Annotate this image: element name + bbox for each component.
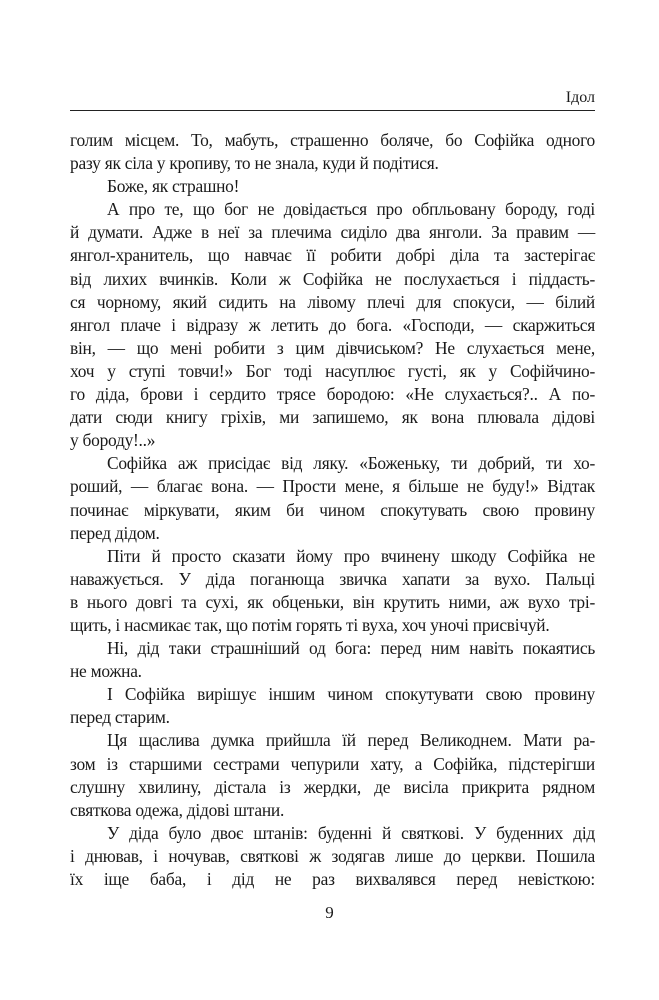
paragraph <box>70 545 595 637</box>
paragraph <box>70 683 595 729</box>
text-line: Боже, як страшно! <box>107 176 240 197</box>
text-line: хоч у ступі товчи!» Бог тоді насуплює густі, як у Софійчино- <box>70 360 595 381</box>
text-line: слушну хвилину, дістала із жердки, де висіла прикрита рядном <box>70 776 595 797</box>
paragraph <box>70 198 595 452</box>
text-line: зом із старшими сестрами чепурили хату, а Софійка, підстерігши <box>70 753 595 774</box>
text-line: янгол-хранитель, що навчає її робити добрі діла та застерігає <box>70 245 595 266</box>
text-line: перед дідом. <box>70 522 160 543</box>
text-line: го діда, брови і сердито трясе бородою: «Не слухається?.. А по- <box>70 384 595 405</box>
text-line: від лихих вчинків. Коли ж Софійка не послухається і піддасть- <box>70 268 595 289</box>
text-line: починає міркувати, яким би чином спокутувать свою провину <box>70 499 595 520</box>
text-line: у бороду!..» <box>70 430 156 451</box>
paragraph <box>70 822 595 891</box>
text-line: щить, і насмикає так, що потім горять ті вуха, хоч уночі присвічуй. <box>70 614 550 635</box>
text-line: і днював, і ночував, святкові ж зодягав лише до церкви. Пошила <box>70 845 595 866</box>
running-head: Ідол <box>565 89 595 106</box>
paragraph <box>70 729 595 821</box>
text-line: й думати. Адже в неї за плечима сиділо два янголи. За правим — <box>70 222 595 243</box>
text-line: в нього довгі та сухі, як обценьки, він крутить ними, аж вухо трі- <box>70 591 595 612</box>
page-number: 9 <box>325 903 334 922</box>
text-line: У діда було двоє штанів: буденні й святкові. У буденних дід <box>107 822 595 843</box>
text-line: Софійка аж присідає від ляку. «Боженьку, ти добрий, ти хо- <box>107 453 595 474</box>
text-line: Ні, дід таки страшніший од бога: перед ним навіть покаятись <box>107 638 595 659</box>
text-line: він, — що мені робити з цим дівчиськом? Не слухається мене, <box>70 337 595 358</box>
text-line: голим місцем. То, мабуть, страшенно боляче, бо Софійка одного <box>70 130 595 150</box>
text-line: їх іще баба, і дід не раз вихвалявся перед невісткою: <box>70 869 595 889</box>
text-line: янгол плаче і відразу ж летить до бога. «Господи, — скаржиться <box>70 314 595 335</box>
header-rule <box>70 110 595 111</box>
paragraph <box>70 175 595 198</box>
paragraph <box>70 129 595 175</box>
paragraph <box>70 637 595 683</box>
paragraph <box>70 452 595 544</box>
text-line: перед старим. <box>70 707 170 728</box>
text-line: дати сюди книгу гріхів, ми запишемо, як вона плювала дідові <box>70 407 595 428</box>
text-line: роший, — благає вона. — Прости мене, я більше не буду!» Відтак <box>70 476 595 497</box>
text-line: разу як сіла у кропиву, то не знала, куди й подітися. <box>70 153 439 174</box>
text-line: А про те, що бог не довідається про обпльовану бороду, годі <box>107 199 595 220</box>
body-text <box>70 129 595 891</box>
text-line: святкова одежа, дідові штани. <box>70 799 285 820</box>
text-line: Ця щаслива думка прийшла їй перед Великоднем. Мати ра- <box>107 730 595 751</box>
text-line: І Софійка вирішує іншим чином спокутувати свою провину <box>107 684 595 705</box>
text-line: ся чорному, який сидить на лівому плечі для спокуси, — білий <box>70 291 595 312</box>
text-line: не можна. <box>70 661 142 682</box>
text-line: наважується. У діда поганюща звичка хапати за вухо. Пальці <box>70 568 595 589</box>
text-line: Піти й просто сказати йому про вчинену шкоду Софійка не <box>107 545 595 566</box>
